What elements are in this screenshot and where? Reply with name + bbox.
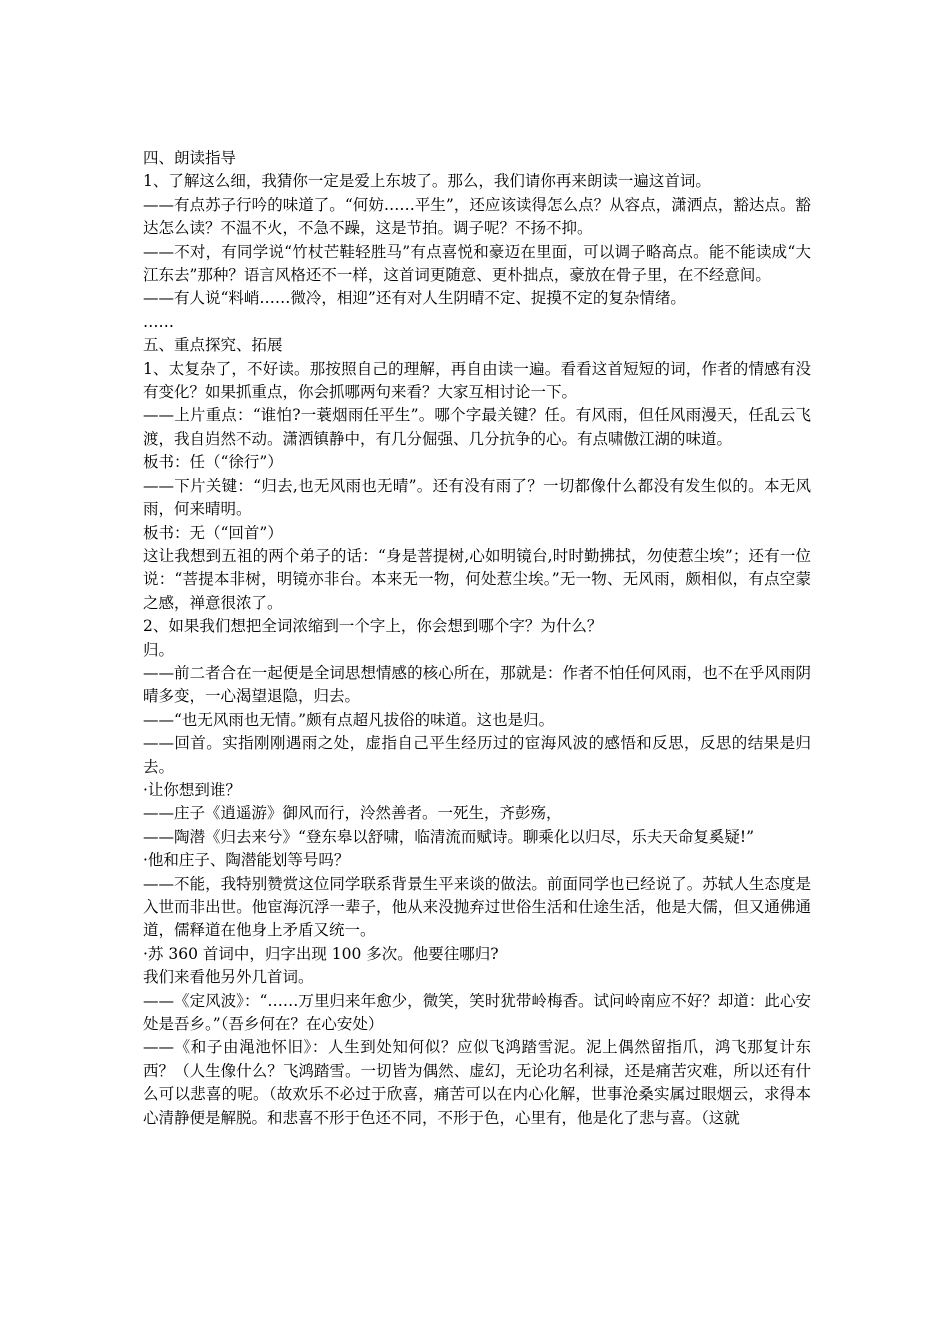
- paragraph: ——不对，有同学说“竹杖芒鞋轻胜马”有点喜悦和豪迈在里面，可以调子略高点。能不能读成“大江东去”那种？语言风格还不一样，这首词更随意、更朴拙点，豪放在骨子里，在不经意间。: [143, 242, 811, 285]
- paragraph: 1、了解这么细，我猜你一定是爱上东坡了。那么，我们请你再来朗读一遍这首词。: [143, 172, 711, 191]
- paragraph: ——《定风波》：“……万里归来年愈少，微笑，笑时犹带岭梅香。试问岭南应不好？却道：此心安处是吾乡。”（吾乡何在？在心安处）: [143, 991, 811, 1034]
- question-bullet: ·让你想到谁？: [143, 780, 241, 799]
- board-note: 板书：无（“回首”）: [143, 523, 283, 542]
- ellipsis-line: ……: [143, 312, 174, 331]
- question-bullet: ·苏 360 首词中，归字出现 100 多次。他要往哪归?: [143, 944, 499, 963]
- paragraph: ——不能，我特别赞赏这位同学联系背景生平来谈的做法。前面同学也已经说了。苏轼人生态度是入世而非出世。他宦海沉浮一辈子，他从来没抛弃过世俗生活和仕途生活，他是大儒，但又通佛通道，儒释道在他身上矛盾又统一。: [143, 874, 811, 940]
- document-body: [143, 147, 811, 1130]
- paragraph: ——《和子由渑池怀旧》：人生到处知何似？应似飞鸿踏雪泥。泥上偶然留指爪，鸿飞那复计东西？（人生像什么？飞鸿踏雪。一切皆为偶然、虚幻，无论功名利禄，还是痛苦灾难，所以还有什么可以悲喜的呢。（故欢乐不必过于欣喜，痛苦可以在内心化解，世事沧桑实属过眼烟云，求得本心清静便是解脱。和悲喜不形于色还不同，不形于色，心里有，他是化了悲与喜。（这就: [143, 1038, 811, 1127]
- paragraph: ——前二者合在一起便是全词思想情感的核心所在，那就是：作者不怕任何风雨，也不在乎风雨阴晴多变，一心渴望退隐，归去。: [143, 663, 811, 706]
- paragraph: ——回首。实指刚刚遇雨之处，虚指自己平生经历过的宦海风波的感悟和反思，反思的结果是归去。: [143, 734, 811, 776]
- paragraph: 2、如果我们想把全词浓缩到一个字上，你会想到哪个字？为什么？: [143, 617, 603, 636]
- paragraph: ——“也无风雨也无情。”颇有点超凡拔俗的味道。这也是归。: [143, 710, 555, 729]
- question-bullet: ·他和庄子、陶潜能划等号吗？: [143, 851, 350, 870]
- paragraph: 归。: [143, 640, 175, 659]
- section-heading-exploration: 五、重点探究、拓展: [143, 336, 283, 355]
- paragraph: ——有人说“料峭……微冷，相迎”还有对人生阴晴不定、捉摸不定的复杂情绪。: [143, 289, 686, 308]
- paragraph: ——有点苏子行吟的味道了。“何妨……平生”，还应该读得怎么点？从容点，潇洒点，豁达点。豁达怎么读？不温不火，不急不躁，这是节拍。调子呢？不扬不抑。: [143, 195, 811, 238]
- paragraph: ——下片关键：“归去,也无风雨也无晴”。还有没有雨了？一切都像什么都没有发生似的。本无风雨，何来晴明。: [143, 476, 811, 519]
- section-heading-reading: 四、朗读指导: [143, 149, 237, 167]
- paragraph: 这让我想到五祖的两个弟子的话：“身是菩提树,心如明镜台,时时勤拂拭，勿使惹尘埃”；还有一位说：“菩提本非树，明镜亦非台。本来无一物，何处惹尘埃。”无一物、无风雨，颇相似，有点空蒙之感，禅意很浓了。: [143, 546, 811, 612]
- paragraph: ——庄子《逍遥游》御风而行，泠然善者。一死生，齐彭殇，: [143, 804, 562, 823]
- paragraph: 我们来看他另外几首词。: [143, 968, 314, 987]
- paragraph: 1、太复杂了，不好读。那按照自己的理解，再自由读一遍。看看这首短短的词，作者的情感有没有变化？如果抓重点，你会抓哪两句来看？大家互相讨论一下。: [143, 359, 811, 402]
- board-note: 板书：任（“徐行”）: [143, 453, 283, 472]
- paragraph: ——上片重点：“谁怕?一蓑烟雨任平生”。哪个字最关键？任。有风雨，但任风雨漫天，任乱云飞渡，我自岿然不动。潇洒镇静中，有几分倔强、几分抗争的心。有点啸傲江湖的味道。: [143, 406, 811, 448]
- paragraph: ——陶潜《归去来兮》“登东皋以舒啸，临清流而赋诗。聊乘化以归尽，乐夫天命复奚疑!”: [143, 827, 755, 846]
